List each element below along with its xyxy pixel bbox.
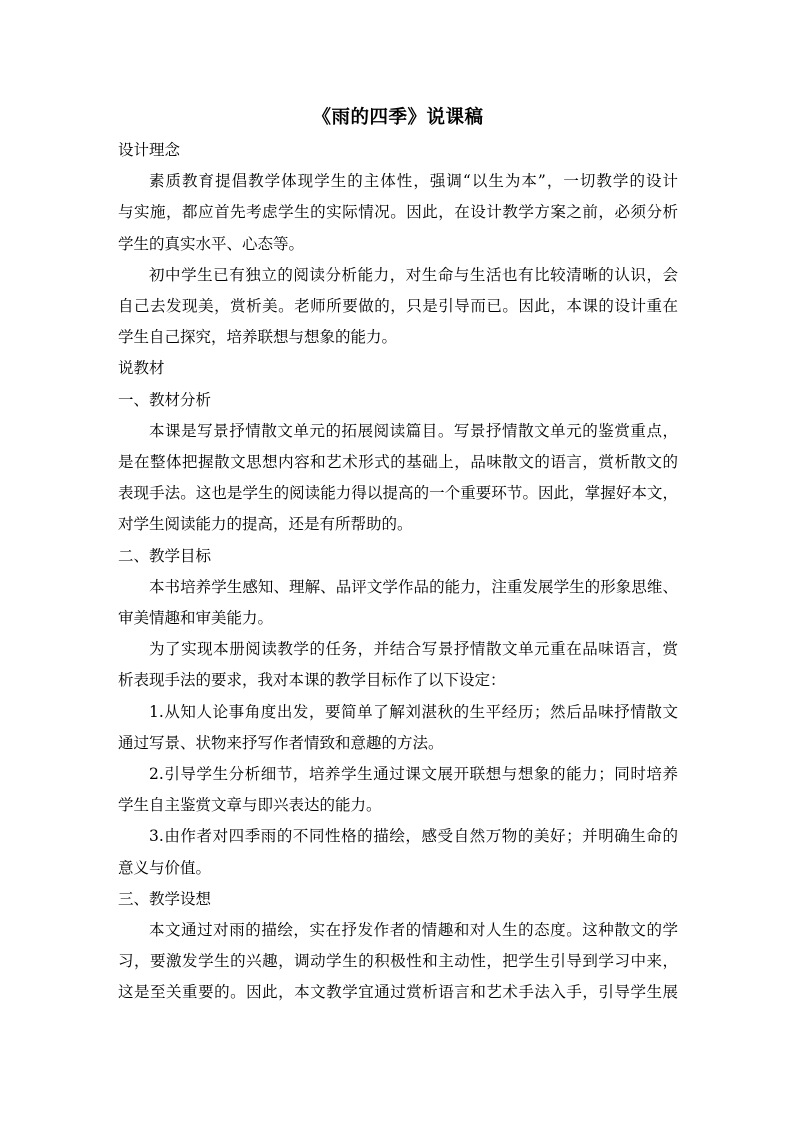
paragraph-line: 自己去发现美，赏析美。老师所要做的，只是引导而已。因此，本课的设计重在 [118,297,678,316]
paragraph-line: 本书培养学生感知、理解、品评文学作品的能力，注重发展学生的形象思维、 [149,577,678,596]
paragraph-line: 本课是写景抒情散文单元的拓展阅读篇目。写景抒情散文单元的鉴赏重点， [149,421,678,440]
paragraph-line: 本文通过对雨的描绘，实在抒发作者的情趣和对人生的态度。这种散文的学 [149,921,678,940]
section-heading: 设计理念 [118,141,181,159]
document-text [118,135,678,1009]
paragraph-line: 为了实现本册阅读教学的任务，并结合写景抒情散文单元重在品味语言，赏 [149,640,678,659]
paragraph-line: 是在整体把握散文思想内容和艺术形式的基础上，品味散文的语言，赏析散文的 [118,453,678,472]
paragraph-line: 与实施，都应首先考虑学生的实际情况。因此，在设计教学方案之前，必须分析 [118,203,678,222]
section-heading: 一、教材分析 [118,390,212,409]
paragraph-line: 通过写景、状物来抒写作者情致和意趣的方法。 [118,733,444,752]
paragraph-line: 表现手法。这也是学生的阅读能力得以提高的一个重要环节。因此，掌握好本文， [118,484,678,503]
paragraph-line: 学生自主鉴赏文章与即兴表达的能力。 [118,796,382,815]
paragraph-line: 意义与价值。 [118,858,212,877]
paragraph-line: 初中学生已有独立的阅读分析能力，对生命与生活也有比较清晰的认识，会 [149,265,678,284]
section-heading: 说教材 [118,359,165,378]
paragraph-line: 学生的真实水平、心态等。 [118,234,305,253]
paragraph-line: 析表现手法的要求，我对本课的教学目标作了以下设定： [118,671,506,690]
section-heading: 三、教学设想 [118,889,212,908]
paragraph-line: 素质教育提倡教学体现学生的主体性，强调“以生为本”，一切教学的设计 [149,172,678,191]
document-body [118,104,678,1009]
page-title: 《雨的四季》说课稿 [312,107,484,128]
paragraph-line: 3.由作者对四季雨的不同性格的描绘，感受自然万物的美好；并明确生命的 [149,827,678,846]
paragraph-line: 习，要激发学生的兴趣，调动学生的积极性和主动性，把学生引导到学习中来， [118,952,678,971]
paragraph-line: 这是至关重要的。因此，本文教学宜通过赏析语言和艺术手法入手，引导学生展 [118,983,678,1002]
paragraph-line: 对学生阅读能力的提高，还是有所帮助的。 [118,515,413,534]
paragraph-line: 审美情趣和审美能力。 [118,609,274,628]
section-heading: 二、教学目标 [118,546,212,565]
paragraph-line: 2.引导学生分析细节，培养学生通过课文展开联想与想象的能力；同时培养 [149,765,678,784]
paragraph-line: 学生自己探究，培养联想与想象的能力。 [118,328,398,347]
paragraph-line: 1.从知人论事角度出发，要简单了解刘湛秋的生平经历；然后品味抒情散文 [149,702,678,721]
